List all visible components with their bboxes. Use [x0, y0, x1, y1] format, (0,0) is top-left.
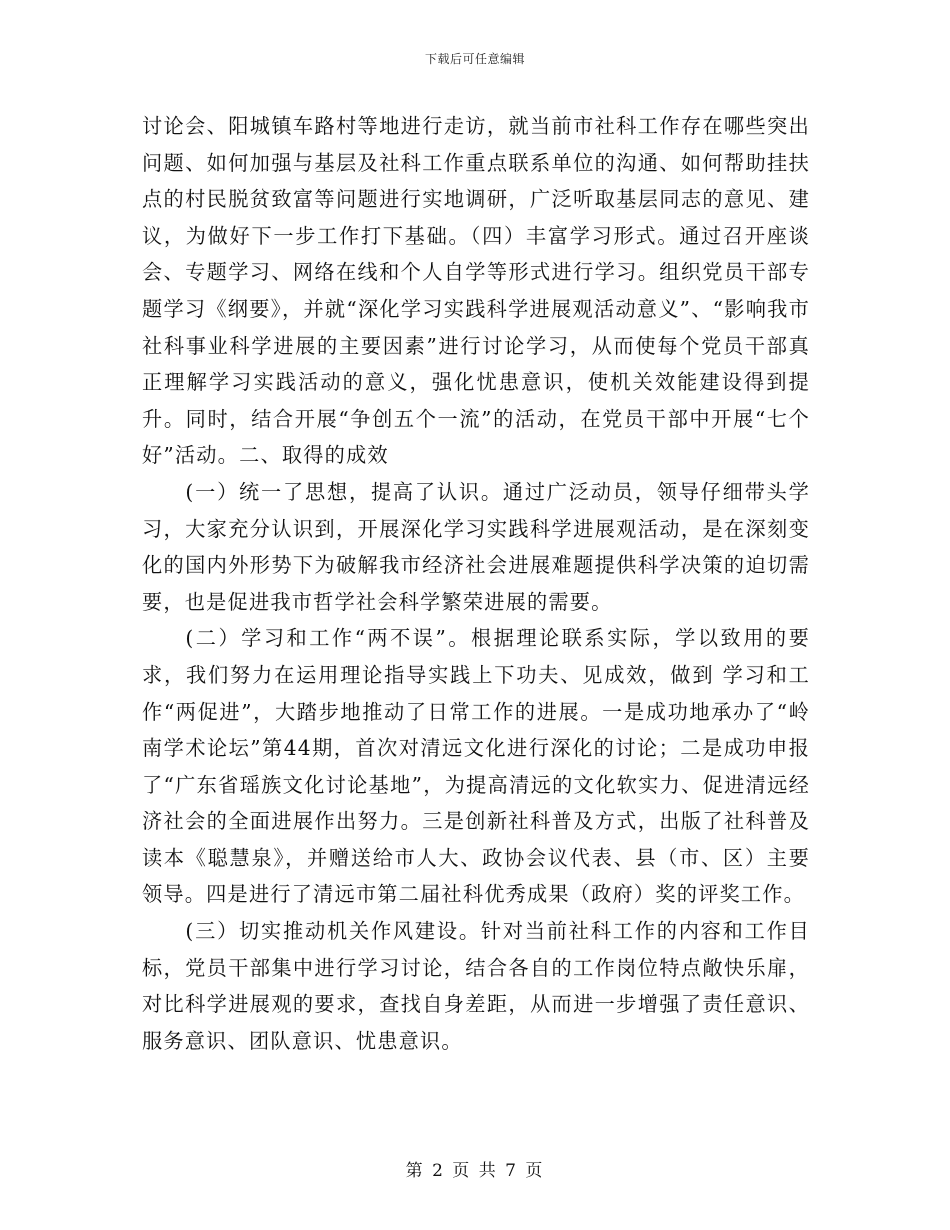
page-number-footer: 第 2 页 共 7 页: [405, 1161, 545, 1181]
paragraph-2: (一）统一了思想，提高了认识。通过广泛动员，领导仔细带头学习，大家充分认识到，开展深化学习实践科学进展观活动，是在深刻变化的国内外形势下为破解我市经济社会进展难题提供科学决策的迫切需要，也是促进我市哲学社会科学繁荣进展的需要。: [142, 479, 810, 614]
paragraph-4: (三）切实推动机关作风建设。针对当前社科工作的内容和工作目标，党员干部集中进行学习讨论，结合各自的工作岗位特点敞快乐扉，对比科学进展观的要求，查找自身差距，从而进一步增强了责任意识、服务意识、团队意识、忧患意识。: [142, 919, 810, 1053]
paragraph-3: (二）学习和工作“两不误”。根据理论联系实际，学以致用的要求，我们努力在运用理论指导实践上下功夫、见成效，做到 学习和工作“两促进”，大踏步地推动了日常工作的进展。一是成功地承办了“岭南学术论坛”第44期，首次对清远文化进行深化的讨论；二是成功申报了“广东省瑶族文化讨论基地”，为提高清远的文化软实力、促进清远经济社会的全面进展作出努力。三是创新社科普及方式，出版了社科普及读本《聪慧泉》，并赠送给市人大、政协会议代表、县（市、区）主要领导。四是进行了清远市第二届社科优秀成果（政府）奖的评奖工作。: [142, 626, 810, 907]
page-header: 下载后可任意编辑: [424, 52, 525, 66]
document-body: [142, 108, 810, 1059]
paragraph-1: 讨论会、阳城镇车路村等地进行走访，就当前市社科工作存在哪些突出问题、如何加强与基层及社科工作重点联系单位的沟通、如何帮助挂扶点的村民脱贫致富等问题进行实地调研，广泛听取基层同志的意见、建议，为做好下一步工作打下基础。（四）丰富学习形式。通过召开座谈会、专题学习、网络在线和个人自学等形式进行学习。组织党员干部专题学习《纲要》，并就“深化学习实践科学进展观活动意义”、“影响我市社科事业科学进展的主要因素”进行讨论学习，从而使每个党员干部真正理解学习实践活动的意义，强化忧患意识，使机关效能建设得到提升。同时，结合开展“争创五个一流”的活动，在党员干部中开展“七个好”活动。二、取得的成效: [142, 114, 810, 468]
